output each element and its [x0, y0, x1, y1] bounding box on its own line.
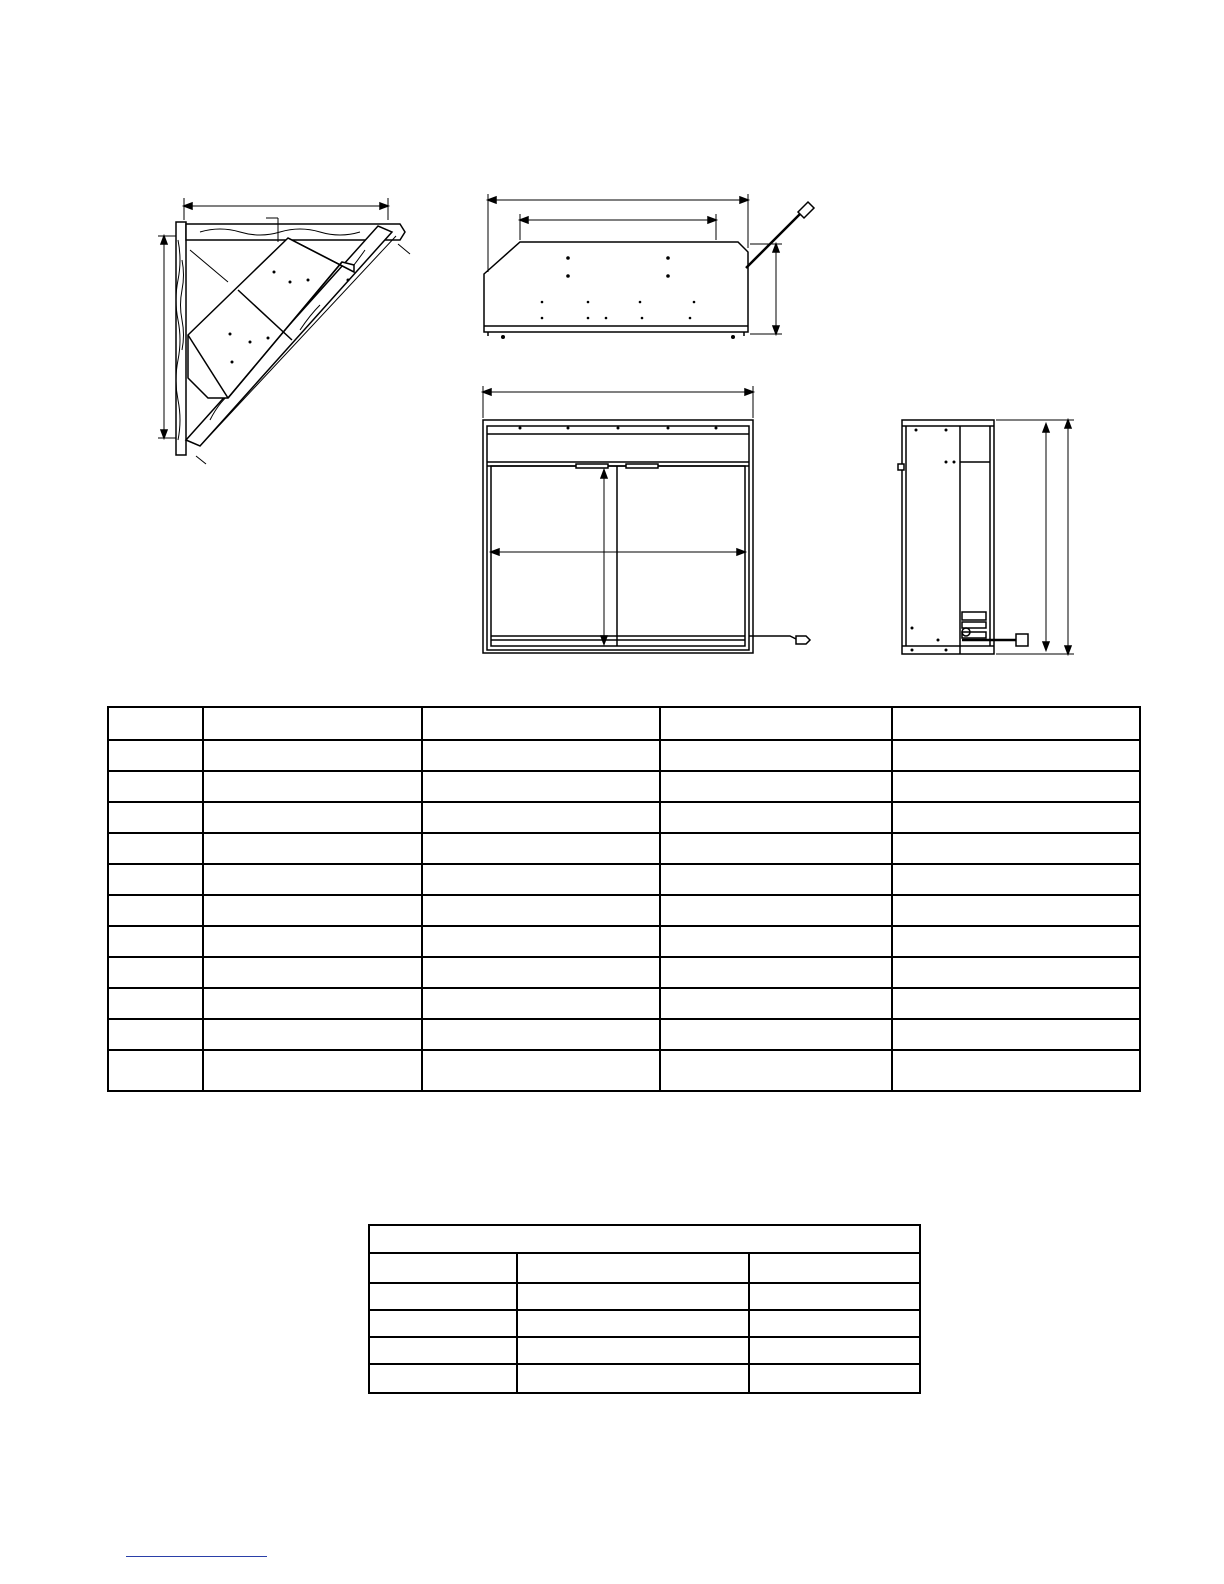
table-row — [369, 1337, 920, 1364]
table-cell — [892, 771, 1140, 802]
table-cell — [749, 1364, 920, 1393]
table-cell — [892, 864, 1140, 895]
table-row — [108, 957, 1140, 988]
table-cell — [660, 1050, 893, 1091]
table-cell — [749, 1253, 920, 1283]
table-row — [369, 1253, 920, 1283]
front-view — [483, 386, 810, 653]
table-cell — [203, 707, 423, 740]
technical-drawings — [0, 0, 1224, 700]
table-cell — [660, 833, 893, 864]
table-cell — [108, 1050, 203, 1091]
table-cell — [369, 1283, 517, 1310]
table-cell — [422, 833, 660, 864]
table-cell — [660, 988, 893, 1019]
table-row — [108, 1050, 1140, 1091]
secondary-table-title — [369, 1225, 920, 1253]
table-cell — [203, 833, 423, 864]
table-cell — [422, 926, 660, 957]
table-cell — [108, 1019, 203, 1050]
table-cell — [892, 957, 1140, 988]
table-cell — [422, 1050, 660, 1091]
table-cell — [749, 1337, 920, 1364]
table-cell — [660, 802, 893, 833]
table-row — [108, 771, 1140, 802]
table-cell — [422, 802, 660, 833]
table-cell — [203, 957, 423, 988]
table-cell — [517, 1253, 748, 1283]
table-cell — [203, 988, 423, 1019]
table-cell — [108, 740, 203, 771]
table-cell — [422, 988, 660, 1019]
table-cell — [422, 707, 660, 740]
table-row — [369, 1310, 920, 1337]
table-cell — [892, 1050, 1140, 1091]
table-cell — [369, 1364, 517, 1393]
table-cell — [892, 833, 1140, 864]
table-cell — [369, 1337, 517, 1364]
table-cell — [892, 1019, 1140, 1050]
table-cell — [108, 864, 203, 895]
table-cell — [422, 740, 660, 771]
table-cell — [517, 1310, 748, 1337]
table-cell — [517, 1337, 748, 1364]
table-cell — [203, 926, 423, 957]
table-cell — [749, 1283, 920, 1310]
table-row — [108, 802, 1140, 833]
table-row — [108, 833, 1140, 864]
table-row — [369, 1283, 920, 1310]
table-cell — [660, 926, 893, 957]
table-cell — [892, 707, 1140, 740]
table-row — [108, 926, 1140, 957]
table-cell — [660, 771, 893, 802]
side-view — [898, 420, 1074, 654]
table-row — [108, 864, 1140, 895]
table-cell — [422, 864, 660, 895]
table-cell — [660, 1019, 893, 1050]
table-cell — [660, 895, 893, 926]
top-view — [484, 194, 814, 339]
table-cell — [422, 1019, 660, 1050]
table-row — [108, 740, 1140, 771]
table-row — [108, 988, 1140, 1019]
table-cell — [203, 864, 423, 895]
table-cell — [203, 740, 423, 771]
table-cell — [892, 926, 1140, 957]
table-cell — [203, 895, 423, 926]
table-cell — [203, 1050, 423, 1091]
table-cell — [517, 1283, 748, 1310]
table-row — [108, 707, 1140, 740]
table-cell — [660, 864, 893, 895]
table-row — [108, 895, 1140, 926]
table-cell — [108, 926, 203, 957]
table-cell — [422, 895, 660, 926]
table-cell — [203, 1019, 423, 1050]
secondary-table — [368, 1224, 921, 1394]
table-cell — [108, 988, 203, 1019]
table-cell — [203, 802, 423, 833]
table-cell — [108, 957, 203, 988]
table-cell — [203, 771, 423, 802]
table-cell — [892, 740, 1140, 771]
table-row — [369, 1364, 920, 1393]
table-cell — [517, 1364, 748, 1393]
table-cell — [369, 1253, 517, 1283]
footer-rule — [126, 1556, 267, 1557]
table-cell — [108, 771, 203, 802]
table-cell — [749, 1310, 920, 1337]
table-cell — [422, 957, 660, 988]
dimensions-table — [107, 706, 1141, 1092]
table-cell — [108, 707, 203, 740]
table-cell — [422, 771, 660, 802]
table-cell — [660, 707, 893, 740]
table-cell — [892, 802, 1140, 833]
table-cell — [660, 957, 893, 988]
table-cell — [892, 988, 1140, 1019]
table-row — [108, 1019, 1140, 1050]
table-cell — [660, 740, 893, 771]
table-cell — [108, 802, 203, 833]
corner-view — [158, 198, 410, 464]
table-cell — [108, 833, 203, 864]
table-cell — [892, 895, 1140, 926]
table-cell — [369, 1310, 517, 1337]
table-cell — [108, 895, 203, 926]
